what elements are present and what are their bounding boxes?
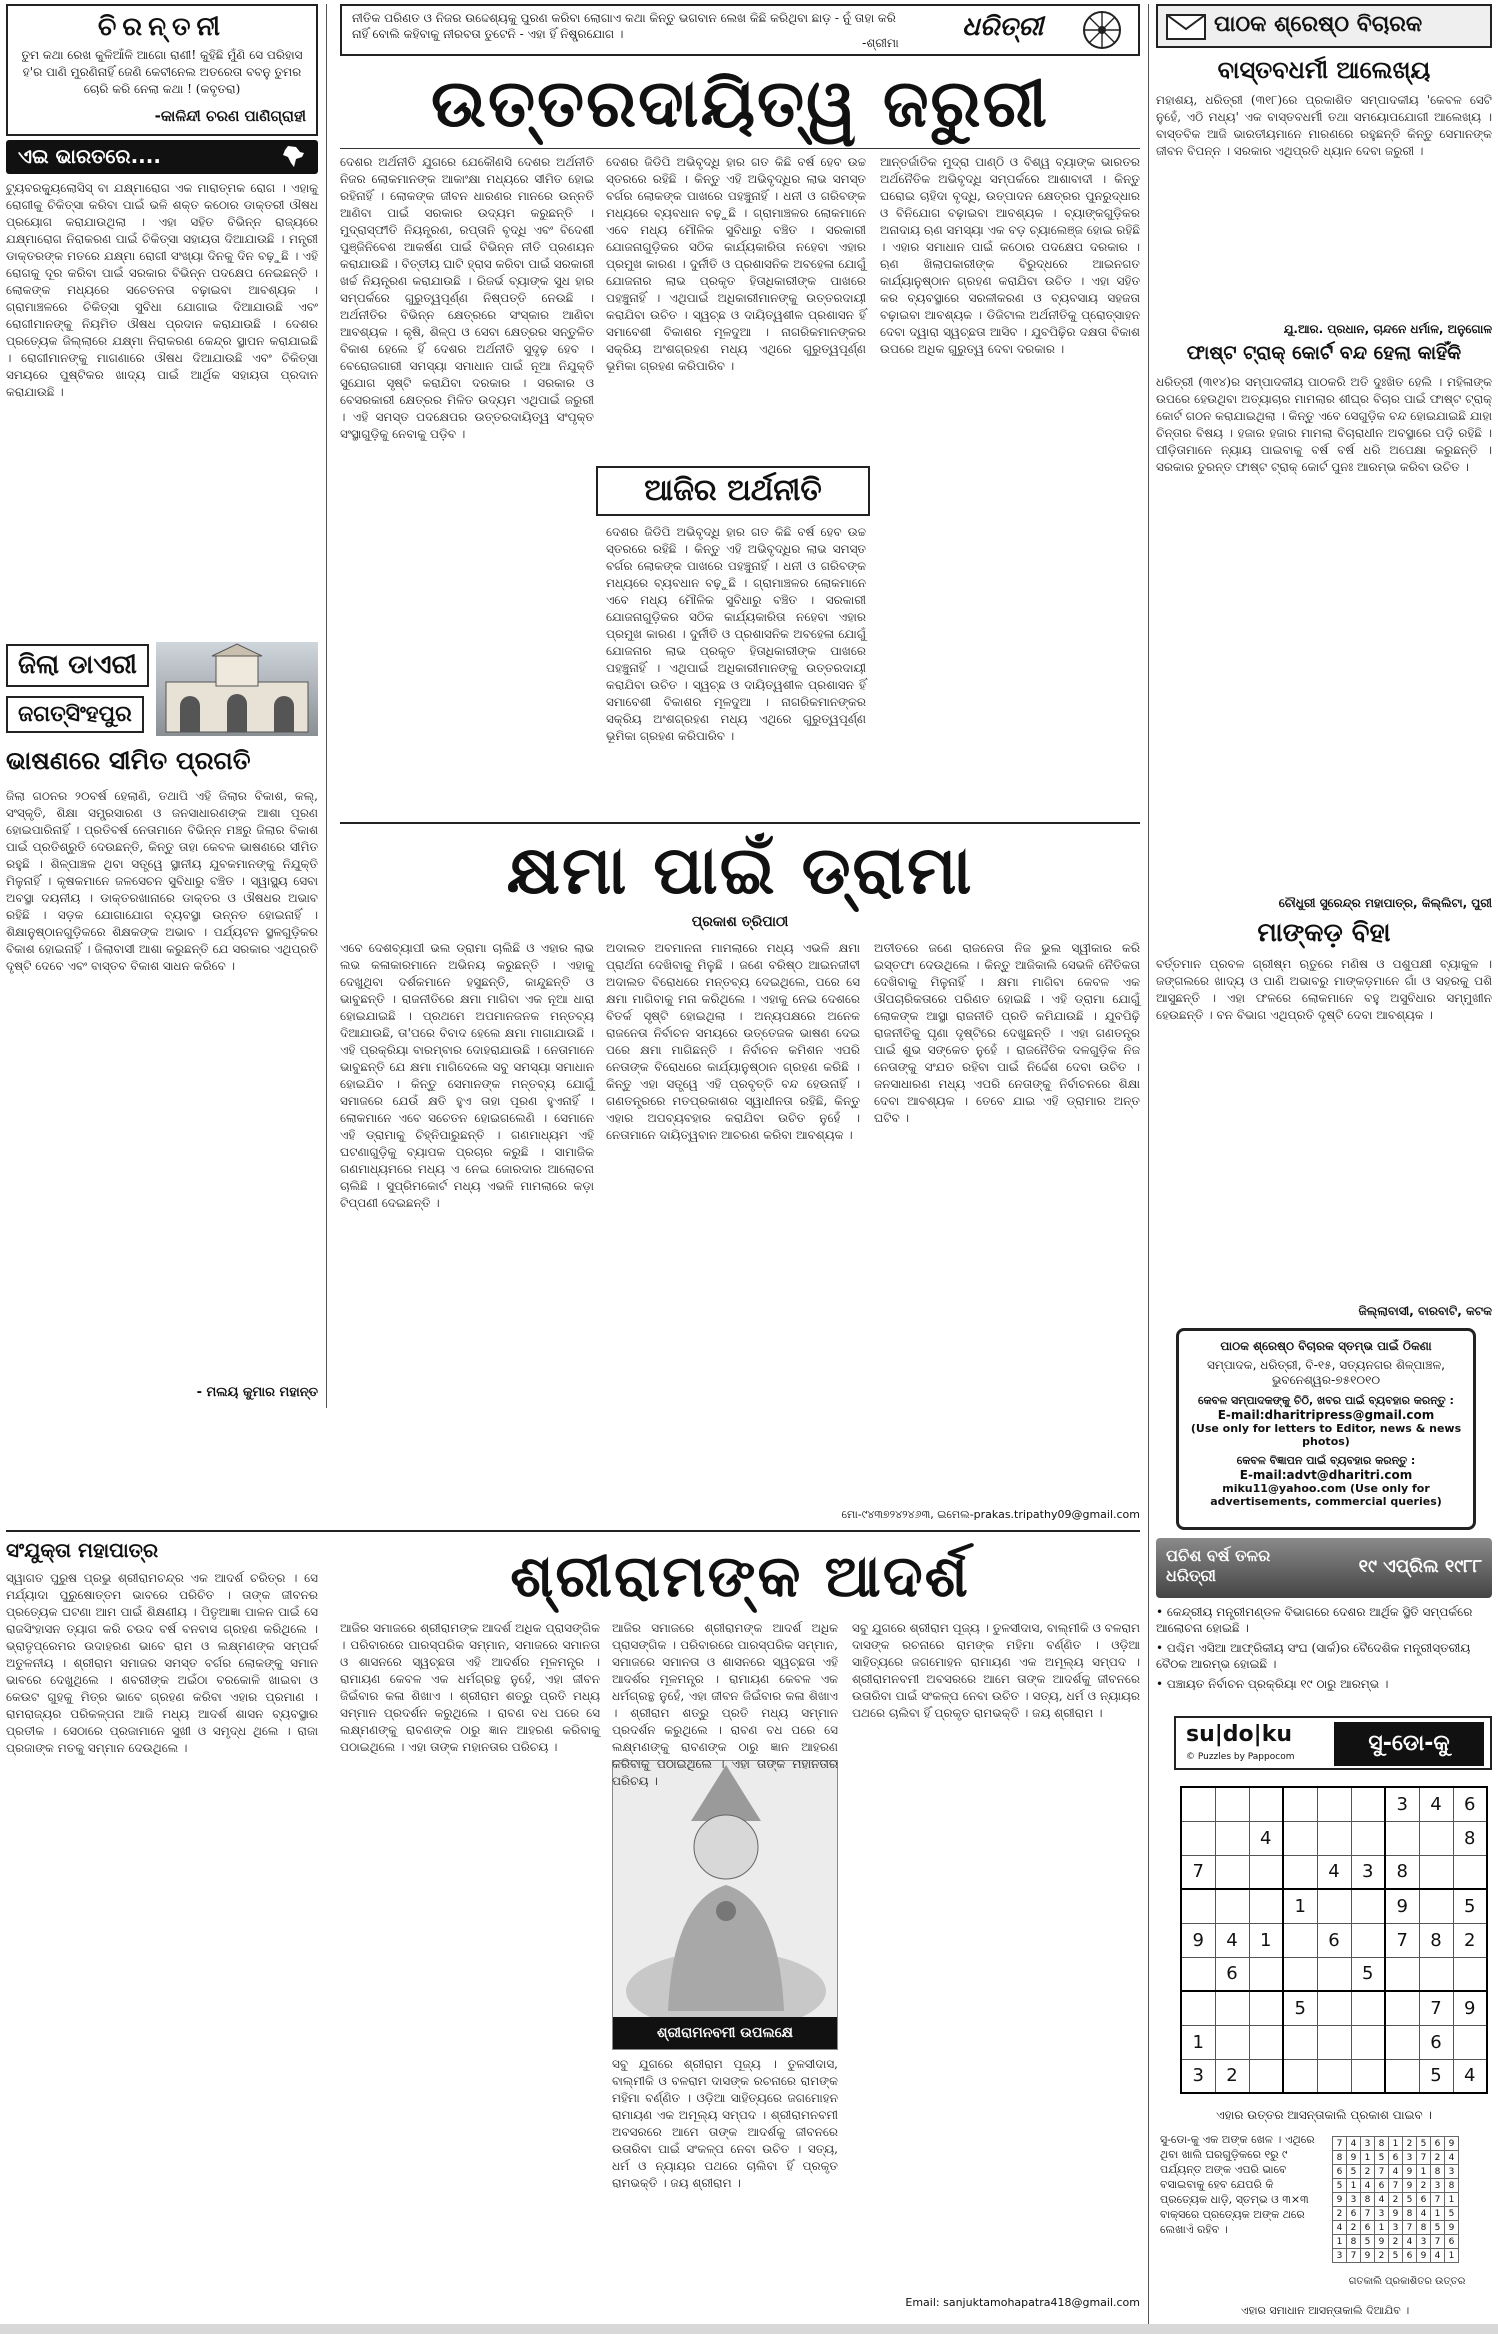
solution-cell: 6 <box>1375 2179 1389 2193</box>
sudoku-footer: ଏହାର ସମାଧାନ ଆସନ୍ତାକାଲି ଦିଆଯିବ । <box>1240 2304 1410 2317</box>
solution-cell: 5 <box>1333 2179 1347 2193</box>
sudoku-cell <box>1419 1855 1453 1889</box>
advt-email[interactable]: E-mail:advt@dharitri.com <box>1239 1468 1413 1482</box>
jilla-diary-headline: ଭାଷଣରେ ସୀମିତ ପ୍ରଗତି <box>6 746 251 775</box>
solution-cell: 2 <box>1333 2207 1347 2221</box>
solution-cell: 7 <box>1361 2207 1375 2221</box>
sudoku-cell: 6 <box>1419 2025 1453 2059</box>
solution-cell: 8 <box>1431 2165 1445 2179</box>
sanjukta-col1: ସ୍ୱାଗତ ପୁରୁଷ ପ୍ରଭୁ ଶ୍ରୀରାମଚନ୍ଦ୍ର ଏକ ଆଦର୍ଶ ଚରିତ୍ର । ସେ ମର୍ଯ୍ୟାଦା ପୁରୁଷୋତ୍ତମ ଭାବରେ ପରିଚିତ । ତାଙ୍କ ଜୀବନର ପ୍ରତ୍ୟେକ ଘଟଣା ଆମ ପାଇଁ ଶିକ୍ଷଣୀୟ । ପିତୃଆଜ୍ଞା ପାଳନ ପାଇଁ ସେ ରାଜସିଂହାସନ ତ୍ୟାଗ କରି ଚଉଦ ବର୍ଷ ବନବାସ ଗ୍ରହଣ କରିଥିଲେ । ଭ୍ରାତୃପ୍ରେମର ଉଦାହରଣ ଭାବେ ରାମ ଓ ଲକ୍ଷ୍ମଣଙ୍କ ସମ୍ପର୍କ ଅତୁଳନୀୟ । ଶ୍ରୀରାମ ସମାଜର ସମସ୍ତ ବର୍ଗର ଲୋକଙ୍କୁ ସମାନ ଭାବରେ ଦେଖୁଥିଲେ । ଶବରୀଙ୍କ ଅଇଁଠା ବରକୋଳି ଖାଇବା ଓ କେଉଟ ଗୁହକୁ ମିତ୍ର ଭାବେ ଗ୍ରହଣ କରିବା ଏହାର ପ୍ରମାଣ । ରାମରାଜ୍ୟର ପରିକଳ୍ପନା ଆଜି ମଧ୍ୟ ଆଦର୍ଶ ଶାସନ ବ୍ୟବସ୍ଥାର ପ୍ରତୀକ । ସେଠାରେ ପ୍ରଜାମାନେ ସୁଖୀ ଓ ସମୃଦ୍ଧ ଥିଲେ । ରାଜା ପ୍ରଜାଙ୍କ ମତକୁ ସମ୍ମାନ ଦେଉଥିଲେ । <box>6 1571 318 1755</box>
jilla-diary-body: ଜିଲା ଗଠନର ୨୦ବର୍ଷ ହେଲାଣି, ତଥାପି ଏହି ଜିଲାର ବିକାଶ, କଲ୍, ସଂସ୍କୃତି, ଶିକ୍ଷା ସମ୍ପ୍ରସାରଣ ଓ ଜନସାଧାରଣଙ୍କ ଆଶା ପୂରଣ ହୋଇପାରିନାହିଁ । ପ୍ରତିବର୍ଷ ନେତାମାନେ ବିଭିନ୍ନ ମଞ୍ଚରୁ ଜିଲାର ବିକାଶ ପାଇଁ ପ୍ରତିଶ୍ରୁତି ଦେଉଛନ୍ତି, କିନ୍ତୁ ତାହା କେବଳ ଭାଷଣରେ ସୀମିତ ରହୁଛି । ଶିଳ୍ପାଞ୍ଚଳ ଥିବା ସତ୍ତ୍ୱେ ସ୍ଥାନୀୟ ଯୁବକମାନଙ୍କୁ ନିଯୁକ୍ତି ମିଳୁନାହିଁ । କୃଷକମାନେ ଜଳସେଚନ ସୁବିଧାରୁ ବଞ୍ଚିତ । ସ୍ୱାସ୍ଥ୍ୟ ସେବା ଅବସ୍ଥା ଦୟନୀୟ । ଡାକ୍ତରଖାନାରେ ଡାକ୍ତର ଓ ଔଷଧର ଅଭାବ ରହିଛି । ସଡ଼କ ଯୋଗାଯୋଗ ବ୍ୟବସ୍ଥା ଉନ୍ନତ ହୋଇନାହିଁ । ଶିକ୍ଷାନୁଷ୍ଠାନଗୁଡ଼ିକରେ ଶିକ୍ଷକଙ୍କ ଅଭାବ । ପର୍ଯ୍ୟଟନ ସ୍ଥଳଗୁଡ଼ିକର ବିକାଶ ହୋଇନାହିଁ । ଜିଲାବାସୀ ଆଶା କରୁଛନ୍ତି ଯେ ସରକାର ଏଥିପ୍ରତି ଦୃଷ୍ଟି ଦେବେ ଏବଂ ବାସ୍ତବ ବିକାଶ ସାଧନ କରିବେ । <box>6 789 318 973</box>
chirantani-author: -କାଳିନ୍ଦୀ ଚରଣ ପାଣିଗ୍ରାହୀ <box>154 107 306 125</box>
address-box <box>1176 1328 1476 1530</box>
lead-col2-continued: ଦେଶର ଜିଡିପି ଅଭିବୃଦ୍ଧି ହାର ଗତ କିଛି ବର୍ଷ ହେବ ଉଚ୍ଚ ସ୍ତରରେ ରହିଛି । କିନ୍ତୁ ଏହି ଅଭିବୃଦ୍ଧିର ଲାଭ ସମସ୍ତ ବର୍ଗର ଲୋକଙ୍କ ପାଖରେ ପହଞ୍ଚୁନାହିଁ । ଧନୀ ଓ ଗରିବଙ୍କ ମଧ୍ୟରେ ବ୍ୟବଧାନ ବଢ଼ୁଛି । ଗ୍ରାମାଞ୍ଚଳର ଲୋକମାନେ ଏବେ ମଧ୍ୟ ମୌଳିକ ସୁବିଧାରୁ ବଞ୍ଚିତ । ସରକାରୀ ଯୋଜନାଗୁଡ଼ିକର ସଠିକ କାର୍ଯ୍ୟକାରିତା ନହେବା ଏହାର ପ୍ରମୁଖ କାରଣ । ଦୁର୍ନୀତି ଓ ପ୍ରଶାସନିକ ଅବହେଳା ଯୋଗୁଁ ଯୋଜନାର ଲାଭ ପ୍ରକୃତ ହିତାଧିକାରୀଙ୍କ ପାଖରେ ପହଞ୍ଚୁନାହିଁ । ଏଥିପାଇଁ ଅଧିକାରୀମାନଙ୍କୁ ଉତ୍ତରଦାୟୀ କରାଯିବା ଉଚିତ । ସ୍ୱଚ୍ଛ ଓ ଦାୟିତ୍ୱଶୀଳ ପ୍ରଶାସନ ହିଁ ସମାବେଶୀ ବିକାଶର ମୂଳଦୁଆ । ନାଗରିକମାନଙ୍କର ସକ୍ରିୟ ଅଂଶଗ୍ରହଣ ମଧ୍ୟ ଏଥିରେ ଗୁରୁତ୍ୱପୂର୍ଣ୍ଣ ଭୂମିକା ଗ୍ରହଣ କରିପାରିବ । <box>606 525 866 743</box>
solution-cell: 7 <box>1403 2221 1417 2235</box>
sudoku-cell: 4 <box>1249 1821 1283 1855</box>
sudoku-cell <box>1351 2059 1385 2093</box>
solution-cell: 2 <box>1389 2235 1403 2249</box>
solution-cell: 9 <box>1333 2193 1347 2207</box>
rama-image <box>612 1760 838 2050</box>
sudoku-cell: 3 <box>1351 1855 1385 1889</box>
sudoku-cell: 1 <box>1283 1889 1317 1923</box>
solution-cell: 4 <box>1333 2221 1347 2235</box>
solution-cell: 6 <box>1347 2207 1361 2221</box>
sudoku-cell: 5 <box>1351 1957 1385 1991</box>
editor-email-note: (Use only for letters to Editor, news & news photos) <box>1190 1422 1462 1448</box>
address-text: ସମ୍ପାଦକ, ଧରିତ୍ରୀ, ବି-୧୫, ସତ୍ୟନଗର ଶିଳ୍ପାଞ୍ଚଳ, ଭୁବନେଶ୍ୱର-୭୫୧୦୧୦ <box>1207 1358 1445 1387</box>
sanjukta-col2-continued: ଆଜିର ସମାଜରେ ଶ୍ରୀରାମଙ୍କ ଆଦର୍ଶ ଅଧିକ ପ୍ରାସଙ୍ଗିକ । ପରିବାରରେ ପାରସ୍ପରିକ ସମ୍ମାନ, ସମାଜରେ ସମାନତା ଓ ଶାସନରେ ସ୍ୱଚ୍ଛତା ଏହି ଆଦର୍ଶର ମୂଳମନ୍ତ୍ର । ରାମାୟଣ କେବଳ ଏକ ଧର୍ମଗ୍ରନ୍ଥ ନୁହେଁ, ଏହା ଜୀବନ ଜିଇଁବାର କଳା ଶିଖାଏ । ଶ୍ରୀରାମ ଶତ୍ରୁ ପ୍ରତି ମଧ୍ୟ ସମ୍ମାନ ପ୍ରଦର୍ଶନ କରୁଥିଲେ । ରାବଣ ବଧ ପରେ ସେ ଲକ୍ଷ୍ମଣଙ୍କୁ ରାବଣଙ୍କ ଠାରୁ ଜ୍ଞାନ ଆହରଣ କରିବାକୁ ପଠାଇଥିଲେ । ଏହା ତାଙ୍କ ମହାନତାର ପରିଚୟ । <box>612 1621 838 1788</box>
sudoku-cell <box>1317 1787 1351 1821</box>
letter3-author: ଜିଲ୍ଲାବାସୀ, ବାରବାଟି, କଟକ <box>1358 1304 1492 1318</box>
solution-cell: 1 <box>1431 2207 1445 2221</box>
solution-cell: 4 <box>1389 2165 1403 2179</box>
sudoku-cell <box>1249 1855 1283 1889</box>
solution-cell: 3 <box>1417 2235 1431 2249</box>
sudoku-cell: 8 <box>1453 1821 1487 1855</box>
sanjukta-col2: ଆଜିର ସମାଜରେ ଶ୍ରୀରାମଙ୍କ ଆଦର୍ଶ ଅଧିକ ପ୍ରାସଙ୍ଗିକ । ପରିବାରରେ ପାରସ୍ପରିକ ସମ୍ମାନ, ସମାଜରେ ସମାନତା ଓ ଶାସନରେ ସ୍ୱଚ୍ଛତା ଏହି ଆଦର୍ଶର ମୂଳମନ୍ତ୍ର । ରାମାୟଣ କେବଳ ଏକ ଧର୍ମଗ୍ରନ୍ଥ ନୁହେଁ, ଏହା ଜୀବନ ଜିଇଁବାର କଳା ଶିଖାଏ । ଶ୍ରୀରାମ ଶତ୍ରୁ ପ୍ରତି ମଧ୍ୟ ସମ୍ମାନ ପ୍ରଦର୍ଶନ କରୁଥିଲେ । ରାବଣ ବଧ ପରେ ସେ ଲକ୍ଷ୍ମଣଙ୍କୁ ରାବଣଙ୍କ ଠାରୁ ଜ୍ଞାନ ଆହରଣ କରିବାକୁ ପଠାଇଥିଲେ । ଏହା ତାଙ୍କ ମହାନତାର ପରିଚୟ । <box>340 1621 600 1754</box>
solution-cell: 6 <box>1361 2221 1375 2235</box>
sudoku-cell: 5 <box>1419 2059 1453 2093</box>
masthead-quote: ନୀତିକ ପରିଣତ ଓ ନିଜର ଉଦ୍ଦେଶ୍ୟକୁ ପୁରଣ କରିବା ଲୋଗାଏ କଥା କିନ୍ତୁ ଭଗବାନ ଲେଖ କିଛି କରିଥିବା ଛାଡ଼ - ନୁଁ ତାହା କରି ନାହିଁ ବୋଲି କହିବାକୁ ନୀରବତା ତୁଟେନି - ଏହା ହିଁ ନିଷ୍ପ୍ରଯୋଗ । <box>352 11 896 41</box>
solution-cell: 9 <box>1403 2179 1417 2193</box>
sudoku-title: ସୁ-ଡୋ-କୁ <box>1334 1722 1484 1766</box>
solution-cell: 7 <box>1431 2235 1445 2249</box>
district-name: ଜଗତ୍‌ସିଂହପୁର <box>6 696 144 733</box>
kshama-col2: ଅଦାଲତ ଅବମାନନା ମାମଲାରେ ମଧ୍ୟ ଏଭଳି କ୍ଷମା ପ୍ରାର୍ଥନା ଦେଖିବାକୁ ମିଳୁଛି । ଜଣେ ବରିଷ୍ଠ ଆଇନଜୀବୀ ଅଦାଲତ ବିରୋଧରେ ମନ୍ତବ୍ୟ ଦେଇଥିଲେ, ପରେ ସେ କ୍ଷମା ମାଗିବାକୁ ମନା କରିଥିଲେ । ଏହାକୁ ନେଇ ଦେଶରେ ବିତର୍କ ସୃଷ୍ଟି ହୋଇଥିଲା । ଅନ୍ୟପକ୍ଷରେ ଅନେକ ରାଜନେତା ନିର୍ବାଚନ ସମୟରେ ଉତ୍ତେଜକ ଭାଷଣ ଦେଇ ପରେ କ୍ଷମା ମାଗିଛନ୍ତି । ନିର୍ବାଚନ କମିଶନ ଏପରି ନେତାଙ୍କ ବିରୋଧରେ କାର୍ଯ୍ୟାନୁଷ୍ଠାନ ଗ୍ରହଣ କରିଛି । କିନ୍ତୁ ଏହା ସତ୍ତ୍ୱେ ଏହି ପ୍ରବୃତ୍ତି ବନ୍ଦ ହେଉନାହିଁ । ଗଣତନ୍ତ୍ରରେ ମତପ୍ରକାଶର ସ୍ୱାଧୀନତା ରହିଛି, କିନ୍ତୁ ଏହାର ଅପବ୍ୟବହାର କରାଯିବା ଉଚିତ ନୁହେଁ । ନେତାମାନେ ଦାୟିତ୍ୱବାନ ଆଚରଣ କରିବା ଆବଶ୍ୟକ । <box>606 941 860 1142</box>
dharitri-logo: ଧରିତ୍ରୀ <box>962 12 1044 42</box>
solution-cell: 2 <box>1417 2179 1431 2193</box>
sudoku-brand: su|do|ku <box>1186 1722 1292 1747</box>
sudoku-grid <box>1180 1786 1488 2094</box>
sudoku-solution-label: ଗତକାଲି ପ୍ରକାଶିତର ଉତ୍ତର <box>1348 2276 1466 2287</box>
sudoku-cell: 5 <box>1283 1991 1317 2025</box>
sudoku-cell: 5 <box>1453 1889 1487 1923</box>
solution-cell: 7 <box>1375 2165 1389 2179</box>
jilla-diary-tab <box>6 644 149 687</box>
sudoku-cell <box>1283 1923 1317 1957</box>
solution-cell: 4 <box>1347 2137 1361 2151</box>
masthead-quote-author: -ଶ୍ରୀମା <box>862 36 899 50</box>
sudoku-cell <box>1181 1957 1215 1991</box>
sudoku-cell: 4 <box>1419 1787 1453 1821</box>
sudoku-cell <box>1453 2025 1487 2059</box>
sudoku-solution-grid <box>1332 2136 1459 2263</box>
sudoku-cell <box>1385 2025 1419 2059</box>
solution-cell: 2 <box>1375 2249 1389 2263</box>
sudoku-cell <box>1385 2059 1419 2093</box>
solution-cell: 1 <box>1361 2151 1375 2165</box>
lead-bottom-rule <box>340 822 1140 824</box>
sudoku-cell: 1 <box>1249 1923 1283 1957</box>
solution-cell: 8 <box>1333 2151 1347 2165</box>
kshama-contact: ମୋ-୯୪୩୭୨୪୨୪୬୩, ଇମେଲ-prakas.tripathy09@gmail.com <box>841 1508 1140 1521</box>
letter3-body: ବର୍ତ୍ତମାନ ପ୍ରବଳ ଗ୍ରୀଷ୍ମ ଋତୁରେ ମଣିଷ ଓ ପଶୁପକ୍ଷୀ ବ୍ୟାକୁଳ । ଜଙ୍ଗଲରେ ଖାଦ୍ୟ ଓ ପାଣି ଅଭାବରୁ ମାଙ୍କଡ଼ମାନେ ଗାଁ ଓ ସହରକୁ ପଶି ଆସୁଛନ୍ତି । ଏହା ଫଳରେ ଲୋକମାନେ ବହୁ ଅସୁବିଧାର ସମ୍ମୁଖୀନ ହେଉଛନ୍ତି । ବନ ବିଭାଗ ଏଥିପ୍ରତି ଦୃଷ୍ଟି ଦେବା ଆବଶ୍ୟକ । <box>1156 957 1492 1022</box>
email-label: କେବଳ ସମ୍ପାଦକଙ୍କୁ ଚିଠି, ଖବର ପାଇଁ ବ୍ୟବହାର କରନ୍ତୁ : <box>1198 1394 1454 1407</box>
right-column-divider <box>1148 4 1149 2324</box>
envelope-icon <box>1166 14 1206 44</box>
solution-cell: 2 <box>1361 2165 1375 2179</box>
solution-cell: 3 <box>1347 2193 1361 2207</box>
pathaka-header <box>1156 4 1492 48</box>
sudoku-cell: 6 <box>1317 1923 1351 1957</box>
sudoku-rules: ସୁ-ଡୋ-କୁ ଏକ ଅଙ୍କ ଖେଳ । ଏଥିରେ ଥିବା ଖାଲି ଘରଗୁଡ଼ିକରେ ୧ରୁ ୯ ପର୍ଯ୍ୟନ୍ତ ଅଙ୍କ ଏପରି ଭାବେ ବସାଇବାକୁ ହେବ ଯେପରି କି ପ୍ରତ୍ୟେକ ଧାଡ଼ି, ସ୍ତମ୍ଭ ଓ ୩×୩ ବାକ୍ସରେ ପ୍ରତ୍ୟେକ ଅଙ୍କ ଥରେ ଲେଖାଏଁ ରହିବ । <box>1160 2133 1315 2236</box>
sudoku-cell: 4 <box>1453 2059 1487 2093</box>
history-list <box>1156 1604 1492 1692</box>
sudoku-cell: 6 <box>1453 1787 1487 1821</box>
solution-cell: 3 <box>1431 2179 1445 2193</box>
sanjukta-col2b <box>612 1620 838 1788</box>
sudoku-cell <box>1215 1991 1249 2025</box>
sudoku-cell: 9 <box>1385 1889 1419 1923</box>
solution-cell: 7 <box>1431 2193 1445 2207</box>
lead-rule <box>340 148 1140 149</box>
solution-cell: 8 <box>1445 2179 1459 2193</box>
dharitri-emblem-icon <box>1082 10 1122 54</box>
sudoku-cell <box>1317 1957 1351 1991</box>
advt-email-2[interactable]: miku11@yahoo.com (Use only for advertisements, commercial queries) <box>1210 1482 1442 1508</box>
sudoku-cell: 7 <box>1181 1855 1215 1889</box>
ei-bharatare-title: ଏଇ ଭାରତରେ.... <box>18 144 161 168</box>
india-map-icon <box>280 145 306 173</box>
solution-cell: 4 <box>1445 2151 1459 2165</box>
letter1-author: ଯୁ.ଆର. ପ୍ରଧାନ, ଚାନ୍ଦନେ ଧର୍ମାଳ, ଅନୁଗୋଳ <box>1283 322 1492 336</box>
solution-cell: 1 <box>1389 2137 1403 2151</box>
history-item-text: ପଞ୍ଚାୟତ ନିର୍ବାଚନ ପ୍ରକ୍ରିୟା ୧୯ ଠାରୁ ଆରମ୍ଭ । <box>1166 1677 1389 1691</box>
sudoku-cell <box>1249 1889 1283 1923</box>
solution-cell: 1 <box>1445 2249 1459 2263</box>
letter2-body: ଧରିତ୍ରୀ (୩୧୪)ର ସମ୍ପାଦକୀୟ ପାଠକରି ଅତି ଦୁଃଖିତ ହେଲି । ମହିଳାଙ୍କ ଉପରେ ହେଉଥିବା ଅତ୍ୟାଚାର ମାମଲାର ଶୀଘ୍ର ବିଚାର ପାଇଁ ଫାଷ୍ଟ ଟ୍ରାକ୍ କୋର୍ଟ ଗଠନ କରାଯାଇଥିଲା । କିନ୍ତୁ ଏବେ ସେଗୁଡ଼ିକ ବନ୍ଦ ହୋଇଯାଇଛି ଯାହା ଚିନ୍ତାର ବିଷୟ । ହଜାର ହଜାର ମାମଲା ବିଚାରାଧୀନ ଅବସ୍ଥାରେ ପଡ଼ି ରହିଛି । ପୀଡ଼ିତାମାନେ ନ୍ୟାୟ ପାଇବାକୁ ବର୍ଷ ବର୍ଷ ଧରି ଅପେକ୍ଷା କରୁଛନ୍ତି । ସରକାର ତୁରନ୍ତ ଫାଷ୍ଟ ଟ୍ରାକ୍ କୋର୍ଟ ପୁନଃ ଆରମ୍ଭ କରିବା ଉଚିତ । <box>1156 375 1492 474</box>
page-footer-bar <box>0 2324 1498 2334</box>
sanjukta-col3: ସବୁ ଯୁଗରେ ଶ୍ରୀରାମ ପୂଜ୍ୟ । ତୁଳସୀଦାସ, ବାଲ୍ମୀକି ଓ ବଳରାମ ଦାସଙ୍କ ରଚନାରେ ରାମଙ୍କ ମହିମା ବର୍ଣ୍ଣିତ । ଓଡ଼ିଆ ସାହିତ୍ୟରେ ଜଗମୋହନ ରାମାୟଣ ଏକ ଅମୂଲ୍ୟ ସମ୍ପଦ । ଶ୍ରୀରାମନବମୀ ଅବସରରେ ଆମେ ତାଙ୍କ ଆଦର୍ଶକୁ ଜୀବନରେ ଉତାରିବା ପାଇଁ ସଂକଳ୍ପ ନେବା ଉଚିତ । ସତ୍ୟ, ଧର୍ମ ଓ ନ୍ୟାୟର ପଥରେ ଚାଲିବା ହିଁ ପ୍ରକୃତ ରାମଭକ୍ତି । ଜୟ ଶ୍ରୀରାମ । <box>852 1621 1141 1720</box>
solution-cell: 5 <box>1417 2137 1431 2151</box>
kshama-bottom-rule <box>6 1530 1140 1532</box>
sudoku-cell <box>1249 1991 1283 2025</box>
solution-cell: 9 <box>1445 2137 1459 2151</box>
sudoku-cell <box>1181 1821 1215 1855</box>
kshama-headline: କ୍ଷମା ପାଇଁ ଡ୍ରାମା <box>506 832 974 909</box>
solution-cell: 6 <box>1417 2193 1431 2207</box>
sudoku-cell <box>1283 1855 1317 1889</box>
sudoku-cell <box>1317 1821 1351 1855</box>
sudoku-cell: 8 <box>1385 1855 1419 1889</box>
solution-cell: 9 <box>1403 2165 1417 2179</box>
chirantani-poem: ତୁମ କଥା ରେଖ କୁଳିଆଁଳି ଆଗୋ ରାଣୀ! କୁହିଛି ମୁଁଣି ସେ ପରିହାସ ହ'ର ପାଣି ମୁରଣିନାହିଁ ଜେଣି କେବୀନେଲ ଅତରେତା ବବନୁ ତୁମର ଚୋରି କରି ନେଲା କଥା ! (କବୃତରା) <box>21 48 303 96</box>
sudoku-cell <box>1215 1787 1249 1821</box>
solution-cell: 3 <box>1375 2207 1389 2221</box>
sudoku-cell: 2 <box>1215 2059 1249 2093</box>
sudoku-header <box>1174 1716 1492 1770</box>
sudoku-cell: 9 <box>1453 1991 1487 2025</box>
solution-cell: 4 <box>1417 2207 1431 2221</box>
shriram-headline: ଶ୍ରୀରାମଙ୍କ ଆଦର୍ଶ <box>510 1542 970 1610</box>
solution-cell: 7 <box>1389 2179 1403 2193</box>
editor-email[interactable]: E-mail:dharitripress@gmail.com <box>1217 1408 1435 1422</box>
sudoku-cell <box>1215 1821 1249 1855</box>
solution-cell: 5 <box>1445 2207 1459 2221</box>
sudoku-cell: 2 <box>1453 1923 1487 1957</box>
sudoku-cell <box>1317 1889 1351 1923</box>
jilla-diary-author: - ମଲୟ କୁମାର ମହାନ୍ତ <box>196 1385 318 1400</box>
history-item-text: କେନ୍ଦ୍ରୀୟ ମନ୍ତ୍ରୀମଣ୍ଡଳ ବିଭାଗରେ ଦେଶର ଆର୍ଥିକ ସ୍ଥିତି ସମ୍ପର୍କରେ ଆଲୋଚନା ହୋଇଛି । <box>1156 1605 1473 1635</box>
pathaka-title: ପାଠକ ଶ୍ରେଷ୍ଠ ବିଚାରକ <box>1214 12 1423 37</box>
sudoku-cell <box>1283 1787 1317 1821</box>
solution-cell: 3 <box>1445 2165 1459 2179</box>
sudoku-cell: 1 <box>1181 2025 1215 2059</box>
solution-cell: 1 <box>1417 2165 1431 2179</box>
sudoku-cell: 7 <box>1419 1991 1453 2025</box>
masthead-quote-box <box>340 4 1140 56</box>
solution-cell: 9 <box>1375 2235 1389 2249</box>
chirantani-title: ଚିରନ୍ତନୀ <box>97 12 227 42</box>
history-item: • ପଞ୍ଚାୟତ ନିର୍ବାଚନ ପ୍ରକ୍ରିୟା ୧୯ ଠାରୁ ଆରମ୍ଭ । <box>1156 1677 1389 1691</box>
lead-col3: ଆନ୍ତର୍ଜାତିକ ମୁଦ୍ରା ପାଣ୍ଠି ଓ ବିଶ୍ୱ ବ୍ୟାଙ୍କ ଭାରତର ଅର୍ଥନୈତିକ ଅଭିବୃଦ୍ଧି ସମ୍ପର୍କରେ ଆଶାବାଦୀ । କିନ୍ତୁ ଘରୋଇ ଚାହିଦା ବୃଦ୍ଧି, ଉତ୍ପାଦନ କ୍ଷେତ୍ରର ପୁନରୁଦ୍ଧାର ଓ ବିନିଯୋଗ ବଢ଼ାଇବା ଆବଶ୍ୟକ । ବ୍ୟାଙ୍କଗୁଡ଼ିକର ଅନାଦାୟ ଋଣ ସମସ୍ୟା ଏକ ବଡ଼ ଚ୍ୟାଲେଞ୍ଜ ହୋଇ ରହିଛି । ଏହାର ସମାଧାନ ପାଇଁ କଠୋର ପଦକ୍ଷେପ ଦରକାର । ଋଣ ଖିଲାପକାରୀଙ୍କ ବିରୁଦ୍ଧରେ ଆଇନଗତ କାର୍ଯ୍ୟାନୁଷ୍ଠାନ ଗ୍ରହଣ କରାଯିବା ଉଚିତ । ଏହା ସହିତ କର ବ୍ୟବସ୍ଥାରେ ସରଳୀକରଣ ଓ ବ୍ୟବସାୟ ସହଜତା ବଢ଼ାଇବା ଆବଶ୍ୟକ । ଡିଜିଟାଲ ଅର୍ଥନୀତିକୁ ପ୍ରୋତ୍ସାହନ ଦେବା ଦ୍ୱାରା ସ୍ୱଚ୍ଛତା ଆସିବ । ଯୁବପିଢ଼ିର ଦକ୍ଷତା ବିକାଶ ଉପରେ ଅଧିକ ଗୁରୁତ୍ୱ ଦେବା ଦରକାର । <box>880 155 1140 356</box>
history-date: ୧୯ ଏପ୍ରିଲ ୧୯୮୮ <box>1358 1556 1482 1577</box>
solution-cell: 8 <box>1347 2235 1361 2249</box>
history-item: • କେନ୍ଦ୍ରୀୟ ମନ୍ତ୍ରୀମଣ୍ଡଳ ବିଭାଗରେ ଦେଶର ଆର୍ଥିକ ସ୍ଥିତି ସମ୍ପର୍କରେ ଆଲୋଚନା ହୋଇଛି । <box>1156 1605 1473 1635</box>
sudoku-cell <box>1283 1957 1317 1991</box>
sanjukta-col3-continued: ସବୁ ଯୁଗରେ ଶ୍ରୀରାମ ପୂଜ୍ୟ । ତୁଳସୀଦାସ, ବାଲ୍ମୀକି ଓ ବଳରାମ ଦାସଙ୍କ ରଚନାରେ ରାମଙ୍କ ମହିମା ବର୍ଣ୍ଣିତ । ଓଡ଼ିଆ ସାହିତ୍ୟରେ ଜଗମୋହନ ରାମାୟଣ ଏକ ଅମୂଲ୍ୟ ସମ୍ପଦ । ଶ୍ରୀରାମନବମୀ ଅବସରରେ ଆମେ ତାଙ୍କ ଆଦର୍ଶକୁ ଜୀବନରେ ଉତାରିବା ପାଇଁ ସଂକଳ୍ପ ନେବା ଉଚିତ । ସତ୍ୟ, ଧର୍ମ ଓ ନ୍ୟାୟର ପଥରେ ଚାଲିବା ହିଁ ପ୍ରକୃତ ରାମଭକ୍ତି । ଜୟ ଶ୍ରୀରାମ । <box>612 2057 838 2190</box>
solution-cell: 9 <box>1361 2249 1375 2263</box>
solution-cell: 1 <box>1333 2235 1347 2249</box>
kshama-col3: ଅତୀତରେ ଜଣେ ରାଜନେତା ନିଜ ଭୁଲ ସ୍ୱୀକାର କରି ଇସ୍ତଫା ଦେଉଥିଲେ । କିନ୍ତୁ ଆଜିକାଲି ସେଭଳି ନୈତିକତା ଦେଖିବାକୁ ମିଳୁନାହିଁ । କ୍ଷମା ମାଗିବା କେବଳ ଏକ ଔପଚାରିକତାରେ ପରିଣତ ହୋଇଛି । ଏହି ଡ୍ରାମା ଯୋଗୁଁ ଲୋକଙ୍କ ଆସ୍ଥା ରାଜନୀତି ପ୍ରତି କମିଯାଉଛି । ଯୁବପିଢ଼ି ରାଜନୀତିକୁ ଘୃଣା ଦୃଷ୍ଟିରେ ଦେଖୁଛନ୍ତି । ଏହା ଗଣତନ୍ତ୍ର ପାଇଁ ଶୁଭ ସଙ୍କେତ ନୁହେଁ । ରାଜନୈତିକ ଦଳଗୁଡ଼ିକ ନିଜ ନେତାଙ୍କୁ ସଂଯତ ରହିବା ପାଇଁ ନିର୍ଦ୍ଦେଶ ଦେବା ଉଚିତ । ଜନସାଧାରଣ ମଧ୍ୟ ଏପରି ନେତାଙ୍କୁ ନିର୍ବାଚନରେ ଶିକ୍ଷା ଦେବା ଆବଶ୍ୟକ । ତେବେ ଯାଇ ଏହି ଡ୍ରାମାର ଅନ୍ତ ଘଟିବ । <box>874 941 1140 1125</box>
lead-headline: ଉତ୍ତରଦାୟିତ୍ୱ ଜରୁରୀ <box>431 65 1049 142</box>
solution-cell: 1 <box>1375 2221 1389 2235</box>
sudoku-cell <box>1283 1821 1317 1855</box>
solution-cell: 2 <box>1431 2151 1445 2165</box>
kshama-author: ପ୍ରକାଶ ତ୍ରିପାଠୀ <box>691 914 789 930</box>
solution-cell: 9 <box>1347 2151 1361 2165</box>
solution-cell: 2 <box>1389 2193 1403 2207</box>
letter1-body: ମହାଶୟ, ଧରିତ୍ରୀ (୩୧୮)ରେ ପ୍ରକାଶିତ ସମ୍ପାଦକୀୟ 'କେବଳ ସେଟି ନୁହେଁ, ଏଠି ମଧ୍ୟ' ଏକ ବାସ୍ତବଧର୍ମୀ ତଥା ସମୟୋପଯୋଗୀ ଆଲେଖ୍ୟ । ବାସ୍ତବିକ ଆଜି ଭାରତୀୟମାନେ ମାରଣରେ ରହୁଛନ୍ତି କିନ୍ତୁ ସେମାନଙ୍କ ଜୀବନ ବିପନ୍ନ । ସରକାର ଏଥିପ୍ରତି ଧ୍ୟାନ ଦେବା ଜରୁରୀ । <box>1156 93 1492 158</box>
sudoku-cell <box>1181 1787 1215 1821</box>
sudoku-cell: 8 <box>1419 1923 1453 1957</box>
solution-cell: 3 <box>1389 2221 1403 2235</box>
sudoku-cell: 6 <box>1215 1957 1249 1991</box>
solution-cell: 7 <box>1417 2151 1431 2165</box>
sudoku-cell <box>1385 1991 1419 2025</box>
solution-cell: 4 <box>1431 2249 1445 2263</box>
district-building-photo <box>156 642 318 736</box>
sanjukta-name: ସଂଯୁକ୍ତା ମହାପାତ୍ର <box>6 1538 159 1562</box>
sudoku-cell <box>1351 2025 1385 2059</box>
sudoku-cell: 3 <box>1385 1787 1419 1821</box>
solution-cell: 5 <box>1375 2151 1389 2165</box>
solution-cell: 3 <box>1361 2137 1375 2151</box>
lead-col1: ଦେଶର ଅର୍ଥନୀତି ଯୁଗରେ ଯେକୌଣସି ଦେଶର ଅର୍ଥନୀତି ନିଜର ଲୋକମାନଙ୍କ ଆକାଂକ୍ଷା ମଧ୍ୟରେ ସୀମିତ ହୋଇ ରହିନାହିଁ । ଲୋକଙ୍କ ଜୀବନ ଧାରଣର ମାନରେ ଉନ୍ନତି ଆଣିବା ପାଇଁ ସରକାର ଉଦ୍ୟମ କରୁଛନ୍ତି । ମୁଦ୍ରାସ୍ଫୀତି ନିୟନ୍ତ୍ରଣ, ରପ୍ତାନି ବୃଦ୍ଧି ଏବଂ ବିଦେଶୀ ପୁଞ୍ଜିନିବେଶ ଆକର୍ଷଣ ପାଇଁ ବିଭିନ୍ନ ନୀତି ପ୍ରଣୟନ କରାଯାଉଛି । ବିତ୍ତୀୟ ଘାଟି ହ୍ରାସ କରିବା ପାଇଁ ସରକାରୀ ଖର୍ଚ୍ଚ ନିୟନ୍ତ୍ରଣ କରାଯାଉଛି । ରିଜର୍ଭ ବ୍ୟାଙ୍କ ସୁଧ ହାର ସମ୍ପର୍କରେ ଗୁରୁତ୍ୱପୂର୍ଣ୍ଣ ନିଷ୍ପତ୍ତି ନେଉଛି । ଅର୍ଥନୀତିର ବିଭିନ୍ନ କ୍ଷେତ୍ରରେ ସଂସ୍କାର ଆଣିବା ଆବଶ୍ୟକ । କୃଷି, ଶିଳ୍ପ ଓ ସେବା କ୍ଷେତ୍ରର ସନ୍ତୁଳିତ ବିକାଶ ହେଲେ ହିଁ ଦେଶର ଅର୍ଥନୀତି ସୁଦୃଢ଼ ହେବ । ବେରୋଜଗାରୀ ସମସ୍ୟା ସମାଧାନ ପାଇଁ ନୂଆ ନିଯୁକ୍ତି ସୁଯୋଗ ସୃଷ୍ଟି କରାଯିବା ଦରକାର । ସରକାର ଓ ବେସରକାରୀ କ୍ଷେତ୍ରର ମିଳିତ ଉଦ୍ୟମ ଏଥିପାଇଁ ଜରୁରୀ । ଏହି ସମସ୍ତ ପଦକ୍ଷେପର ଉତ୍ତରଦାୟିତ୍ୱ ସଂପୃକ୍ତ ସଂସ୍ଥାଗୁଡ଼ିକୁ ନେବାକୁ ପଡ଼ିବ । <box>340 155 594 441</box>
solution-cell: 4 <box>1361 2179 1375 2193</box>
sudoku-cell <box>1351 1821 1385 1855</box>
solution-cell: 9 <box>1389 2207 1403 2221</box>
solution-cell: 7 <box>1333 2137 1347 2151</box>
kshama-col1: ଏବେ ଦେଶବ୍ୟାପୀ ଭଲ ଡ୍ରାମା ଚାଲିଛି ଓ ଏହାର ଲାଭ ଲଭ କଳାକାରମାନେ ଅଭିନୟ କରୁଛନ୍ତି । ଏହାକୁ ଦେଖୁଥିବା ଦର୍ଶକମାନେ ହସୁଛନ୍ତି, କାନ୍ଦୁଛନ୍ତି ଓ ଭାବୁଛନ୍ତି । ରାଜନୀତିରେ କ୍ଷମା ମାଗିବା ଏକ ନୂଆ ଧାରା ହୋଇଯାଇଛି । ପ୍ରଥମେ ଅପମାନଜନକ ମନ୍ତବ୍ୟ ଦିଆଯାଉଛି, ତା'ପରେ ବିବାଦ ହେଲେ କ୍ଷମା ମାଗାଯାଉଛି । ଏହି ପ୍ରକ୍ରିୟା ବାରମ୍ବାର ଦୋହରାଯାଉଛି । ନେତାମାନେ ଭାବୁଛନ୍ତି ଯେ କ୍ଷମା ମାଗିଦେଲେ ସବୁ ସମସ୍ୟା ସମାଧାନ ହୋଇଯିବ । କିନ୍ତୁ ସେମାନଙ୍କ ମନ୍ତବ୍ୟ ଯୋଗୁଁ ସମାଜରେ ଯେଉଁ କ୍ଷତି ହୁଏ ତାହା ପୂରଣ ହୁଏନାହିଁ । ଲୋକମାନେ ଏବେ ସଚେତନ ହୋଇଗଲେଣି । ସେମାନେ ଏହି ଡ୍ରାମାକୁ ଚିହ୍ନିପାରୁଛନ୍ତି । ଗଣମାଧ୍ୟମ ଏହି ଘଟଣାଗୁଡ଼ିକୁ ବ୍ୟାପକ ପ୍ରଚାର କରୁଛି । ସାମାଜିକ ଗଣମାଧ୍ୟମରେ ମଧ୍ୟ ଏ ନେଇ ଜୋରଦାର ଆଲୋଚନା ଚାଲିଛି । ସୁପ୍ରିମକୋର୍ଟ ମଧ୍ୟ ଏଭଳି ମାମଲାରେ କଡ଼ା ଟିପ୍ପଣୀ ଦେଇଛନ୍ତି । <box>340 941 594 1210</box>
solution-cell: 8 <box>1361 2193 1375 2207</box>
sudoku-cell <box>1351 1991 1385 2025</box>
letter2-title: ଫାଷ୍ଟ ଟ୍ରାକ୍ କୋର୍ଟ ବନ୍ଦ ହେଲା କାହିଁକି <box>1186 342 1462 364</box>
sudoku-cell <box>1181 1889 1215 1923</box>
sudoku-cell <box>1249 2025 1283 2059</box>
solution-cell: 1 <box>1445 2193 1459 2207</box>
sudoku-cell <box>1249 2059 1283 2093</box>
chirantani-box <box>6 4 318 136</box>
letter2-author: ଚୌଧୁରୀ ସୁରେନ୍ଦ୍ର ମହାପାତ୍ର, କିଲ୍‌ଲିଟା, ପୁରୀ <box>1278 896 1492 910</box>
jilla-diary-header <box>6 640 318 740</box>
address-title: ପାଠକ ଶ୍ରେଷ୍ଠ ବିଚାରକ ସ୍ତମ୍ଭ ପାଇଁ ଠିକଣା <box>1220 1339 1432 1353</box>
sudoku-cell <box>1419 1821 1453 1855</box>
sudoku-cell: 4 <box>1317 1855 1351 1889</box>
sudoku-cell <box>1351 1923 1385 1957</box>
sudoku-cell: 7 <box>1385 1923 1419 1957</box>
solution-cell: 6 <box>1389 2151 1403 2165</box>
sudoku-cell <box>1249 1957 1283 1991</box>
sudoku-cell <box>1453 1957 1487 1991</box>
history-item-text: ପଶ୍ଚିମ ଏସିଆ ଆଫ୍ରିକୀୟ ସଂଘ (ସାର୍କ)ର ବୈଦେଶିକ ମନ୍ତ୍ରୀସ୍ତରୀୟ ବୈଠକ ଆରମ୍ଭ ହୋଇଛି । <box>1156 1641 1471 1671</box>
lead-col2b <box>606 524 866 816</box>
solution-cell: 6 <box>1333 2165 1347 2179</box>
solution-cell: 3 <box>1333 2249 1347 2263</box>
solution-cell: 8 <box>1417 2221 1431 2235</box>
sudoku-cell <box>1453 1855 1487 1889</box>
history-banner-title: ପଚିଶ ବର୍ଷ ତଳର ଧରିତ୍ରୀ <box>1166 1546 1271 1585</box>
solution-cell: 8 <box>1403 2207 1417 2221</box>
sudoku-cell <box>1215 2025 1249 2059</box>
lead-col2: ଦେଶର ଜିଡିପି ଅଭିବୃଦ୍ଧି ହାର ଗତ କିଛି ବର୍ଷ ହେବ ଉଚ୍ଚ ସ୍ତରରେ ରହିଛି । କିନ୍ତୁ ଏହି ଅଭିବୃଦ୍ଧିର ଲାଭ ସମସ୍ତ ବର୍ଗର ଲୋକଙ୍କ ପାଖରେ ପହଞ୍ଚୁନାହିଁ । ଧନୀ ଓ ଗରିବଙ୍କ ମଧ୍ୟରେ ବ୍ୟବଧାନ ବଢ଼ୁଛି । ଗ୍ରାମାଞ୍ଚଳର ଲୋକମାନେ ଏବେ ମଧ୍ୟ ମୌଳିକ ସୁବିଧାରୁ ବଞ୍ଚିତ । ସରକାରୀ ଯୋଜନାଗୁଡ଼ିକର ସଠିକ କାର୍ଯ୍ୟକାରିତା ନହେବା ଏହାର ପ୍ରମୁଖ କାରଣ । ଦୁର୍ନୀତି ଓ ପ୍ରଶାସନିକ ଅବହେଳା ଯୋଗୁଁ ଯୋଜନାର ଲାଭ ପ୍ରକୃତ ହିତାଧିକାରୀଙ୍କ ପାଖରେ ପହଞ୍ଚୁନାହିଁ । ଏଥିପାଇଁ ଅଧିକାରୀମାନଙ୍କୁ ଉତ୍ତରଦାୟୀ କରାଯିବା ଉଚିତ । ସ୍ୱଚ୍ଛ ଓ ଦାୟିତ୍ୱଶୀଳ ପ୍ରଶାସନ ହିଁ ସମାବେଶୀ ବିକାଶର ମୂଳଦୁଆ । ନାଗରିକମାନଙ୍କର ସକ୍ରିୟ ଅଂଶଗ୍ରହଣ ମଧ୍ୟ ଏଥିରେ ଗୁରୁତ୍ୱପୂର୍ଣ୍ଣ ଭୂମିକା ଗ୍ରହଣ କରିପାରିବ । <box>606 155 866 373</box>
section-label-box <box>596 466 870 516</box>
solution-cell: 2 <box>1347 2221 1361 2235</box>
sudoku-cell: 9 <box>1181 1923 1215 1957</box>
sudoku-cell <box>1181 1991 1215 2025</box>
solution-cell: 5 <box>1389 2249 1403 2263</box>
solution-cell: 6 <box>1431 2137 1445 2151</box>
solution-cell: 6 <box>1403 2249 1417 2263</box>
solution-cell: 3 <box>1403 2151 1417 2165</box>
solution-cell: 4 <box>1403 2235 1417 2249</box>
sanjukta-col2c <box>612 2056 838 2316</box>
jilla-diary-title: ଜିଲା ଡାଏରୀ <box>18 650 137 680</box>
sudoku-cell: 4 <box>1215 1923 1249 1957</box>
sudoku-cell <box>1317 2025 1351 2059</box>
solution-cell: 5 <box>1347 2165 1361 2179</box>
sanjukta-email: Email: sanjuktamohapatra418@gmail.com <box>905 2296 1140 2309</box>
solution-cell: 4 <box>1375 2193 1389 2207</box>
sudoku-cell <box>1419 1957 1453 1991</box>
rama-image-caption: ଶ୍ରୀରାମନବମୀ ଉପଲକ୍ଷେ <box>613 2017 837 2049</box>
sudoku-cell <box>1385 1821 1419 1855</box>
sudoku-cell <box>1317 2059 1351 2093</box>
column-divider <box>326 4 327 1408</box>
ei-bharatare-body: ଟ୍ୟୁବରକ୍ୟୁଲୋସିସ୍ ବା ଯକ୍ଷ୍ମାରୋଗ ଏକ ମାରାତ୍ମକ ରୋଗ । ଏହାକୁ ରୋଗୀକୁ ଚିକିତ୍ସା କରିବା ପାଇଁ ଭଳି ଶକ୍ତ କଠୋର ଡାକ୍ତରୀ ଔଷଧ ପ୍ରୟୋଗ କରାଯାଉଥିଲା । ଏହା ସହିତ ବିଭିନ୍ନ ରାଜ୍ୟରେ ଯକ୍ଷ୍ମାରୋଗ ନିରାକରଣ ପାଇଁ ଚିକିତ୍ସା ସହାୟତା ଦିଆଯାଉଛି । ମନ୍ତ୍ରୀ ଡାକ୍ତରଙ୍କ ମତରେ ଯକ୍ଷ୍ମା ରୋଗୀ ସଂଖ୍ୟା ଦିନକୁ ଦିନ ବଢ଼ୁଛି । ଏହି ରୋଗକୁ ଦୂର କରିବା ପାଇଁ ସରକାର ବିଭିନ୍ନ ପଦକ୍ଷେପ ନେଇଛନ୍ତି । ଲୋକଙ୍କ ମଧ୍ୟରେ ସଚେତନତା ବଢ଼ାଇବା ଆବଶ୍ୟକ । ଗ୍ରାମାଞ୍ଚଳରେ ଚିକିତ୍ସା ସୁବିଧା ଯୋଗାଇ ଦିଆଯାଉଛି ଏବଂ ରୋଗୀମାନଙ୍କୁ ନିୟମିତ ଔଷଧ ପ୍ରଦାନ କରାଯାଉଛି । ଦେଶର ପ୍ରତ୍ୟେକ ଜିଲ୍ଲାରେ ଯକ୍ଷ୍ମା ନିରାକରଣ କେନ୍ଦ୍ର ସ୍ଥାପନ କରାଯାଇଛି । ରୋଗୀମାନଙ୍କୁ ମାଗଣାରେ ଔଷଧ ଦିଆଯାଉଛି ଏବଂ ଚିକିତ୍ସା ସମୟରେ ପୁଷ୍ଟିକର ଖାଦ୍ୟ ପାଇଁ ଆର୍ଥିକ ସହାୟତା ପ୍ରଦାନ କରାଯାଉଛି । <box>6 181 318 399</box>
solution-cell: 1 <box>1347 2179 1361 2193</box>
solution-cell: 6 <box>1445 2235 1459 2249</box>
solution-cell: 5 <box>1431 2221 1445 2235</box>
sudoku-cell <box>1283 2025 1317 2059</box>
sudoku-cell <box>1351 1889 1385 1923</box>
sudoku-answer-note: ଏହାର ଉତ୍ତର ଆସନ୍ତାକାଲି ପ୍ରକାଶ ପାଇବ । <box>1216 2108 1432 2122</box>
history-item: • ପଶ୍ଚିମ ଏସିଆ ଆଫ୍ରିକୀୟ ସଂଘ (ସାର୍କ)ର ବୈଦେଶିକ ମନ୍ତ୍ରୀସ୍ତରୀୟ ବୈଠକ ଆରମ୍ଭ ହୋଇଛି । <box>1156 1641 1471 1671</box>
solution-cell: 5 <box>1403 2193 1417 2207</box>
sudoku-cell <box>1215 1889 1249 1923</box>
solution-cell: 9 <box>1445 2221 1459 2235</box>
solution-cell: 7 <box>1347 2249 1361 2263</box>
solution-cell: 9 <box>1417 2249 1431 2263</box>
solution-cell: 5 <box>1361 2235 1375 2249</box>
sudoku-cell <box>1419 1889 1453 1923</box>
letter3-title: ମାଙ୍କଡ଼ ବିହା <box>1257 918 1391 948</box>
sudoku-cell <box>1283 2059 1317 2093</box>
sudoku-cell <box>1249 1787 1283 1821</box>
sudoku-cell <box>1385 1957 1419 1991</box>
ad-label: କେବଳ ବିଜ୍ଞାପନ ପାଇଁ ବ୍ୟବହାର କରନ୍ତୁ : <box>1236 1454 1416 1467</box>
history-banner <box>1156 1538 1492 1598</box>
sudoku-cell: 3 <box>1181 2059 1215 2093</box>
solution-cell: 2 <box>1403 2137 1417 2151</box>
section-label-text: ଆଜିର ଅର୍ଥନୀତି <box>644 473 822 508</box>
sudoku-cell <box>1317 1991 1351 2025</box>
letter1-title: ବାସ୍ତବଧର୍ମୀ ଆଲେଖ୍ୟ <box>1217 56 1431 84</box>
solution-cell: 8 <box>1375 2137 1389 2151</box>
sudoku-cell <box>1351 1787 1385 1821</box>
sudoku-cell <box>1215 1855 1249 1889</box>
sudoku-brand-sub: © Puzzles by Pappocom <box>1186 1752 1295 1762</box>
ei-bharatare-banner <box>6 140 318 174</box>
